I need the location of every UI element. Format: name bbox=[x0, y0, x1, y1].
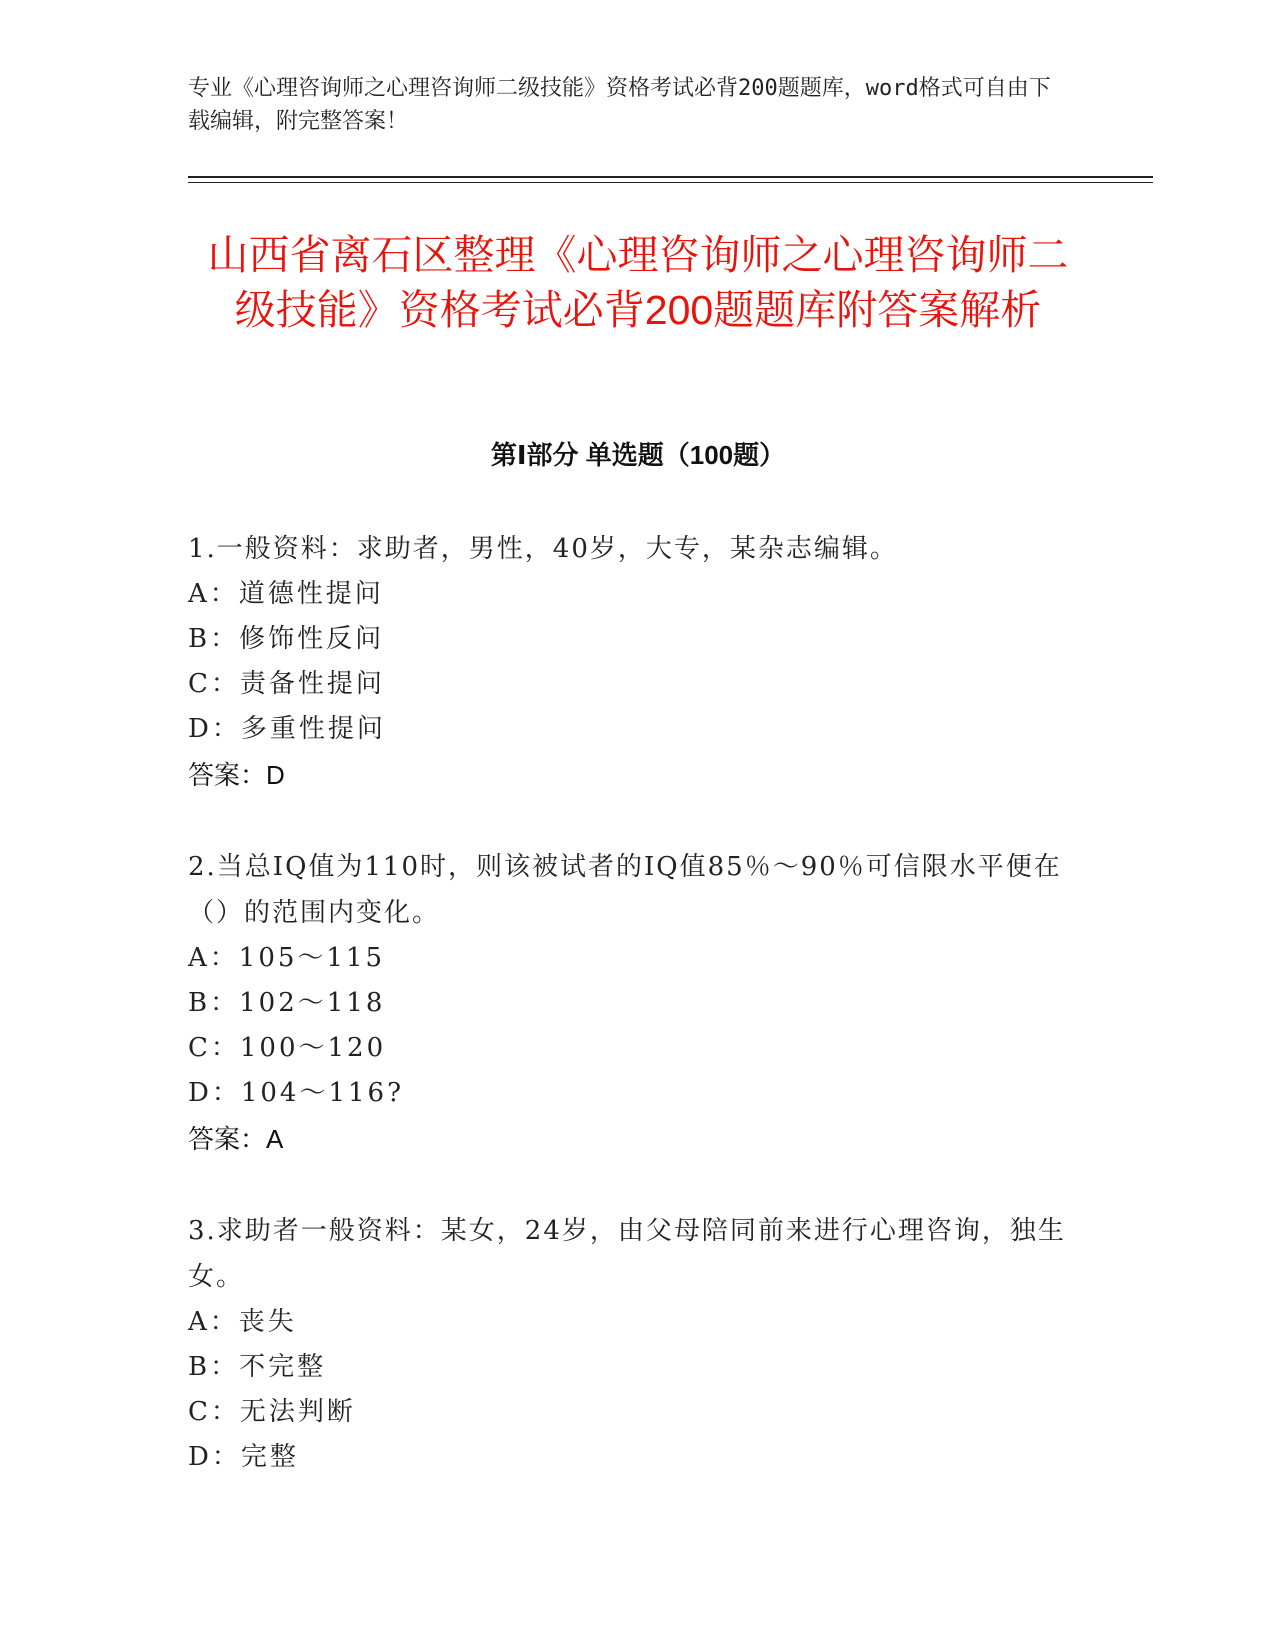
option-b: B：102～118 bbox=[188, 988, 386, 1018]
option-d: D：完整 bbox=[188, 1442, 299, 1472]
option-c: C：100～120 bbox=[188, 1033, 387, 1063]
question-stem: 2.当总IQ值为110时，则该被试者的IQ值85％～90％可信限水平便在（）的范围内变化。 bbox=[188, 852, 1062, 928]
section-title: 第Ⅰ部分 单选题（100题） bbox=[490, 440, 786, 470]
question-1 bbox=[188, 526, 1068, 798]
option-b: B：不完整 bbox=[188, 1352, 327, 1382]
option-b: B：修饰性反问 bbox=[188, 624, 385, 654]
header-divider-top bbox=[188, 176, 1153, 178]
option-d: D：多重性提问 bbox=[188, 714, 386, 744]
option-a: A：道德性提问 bbox=[188, 579, 384, 609]
header-divider-bottom bbox=[188, 182, 1153, 183]
option-c: C：责备性提问 bbox=[188, 669, 385, 699]
question-2 bbox=[188, 844, 1068, 1162]
question-list bbox=[188, 526, 1068, 1526]
answer-line: 答案：A bbox=[188, 1124, 284, 1154]
answer-line: 答案：D bbox=[188, 760, 285, 790]
option-c: C：无法判断 bbox=[188, 1397, 356, 1427]
document-title: 山西省离石区整理《心理咨询师之心理咨询师二级技能》资格考试必背200题题库附答案解析 bbox=[207, 232, 1069, 333]
option-a: A：丧失 bbox=[188, 1307, 297, 1337]
question-stem: 1.一般资料：求助者，男性，40岁，大专，某杂志编辑。 bbox=[188, 534, 898, 564]
question-3 bbox=[188, 1208, 1068, 1480]
question-stem: 3.求助者一般资料：某女，24岁，由父母陪同前来进行心理咨询，独生女。 bbox=[188, 1216, 1066, 1292]
option-d: D：104～116? bbox=[188, 1078, 405, 1108]
option-a: A：105～115 bbox=[188, 943, 386, 973]
header-note: 专业《心理咨询师之心理咨询师二级技能》资格考试必背200题题库，word格式可自由下载编辑，附完整答案！ bbox=[188, 76, 1051, 134]
